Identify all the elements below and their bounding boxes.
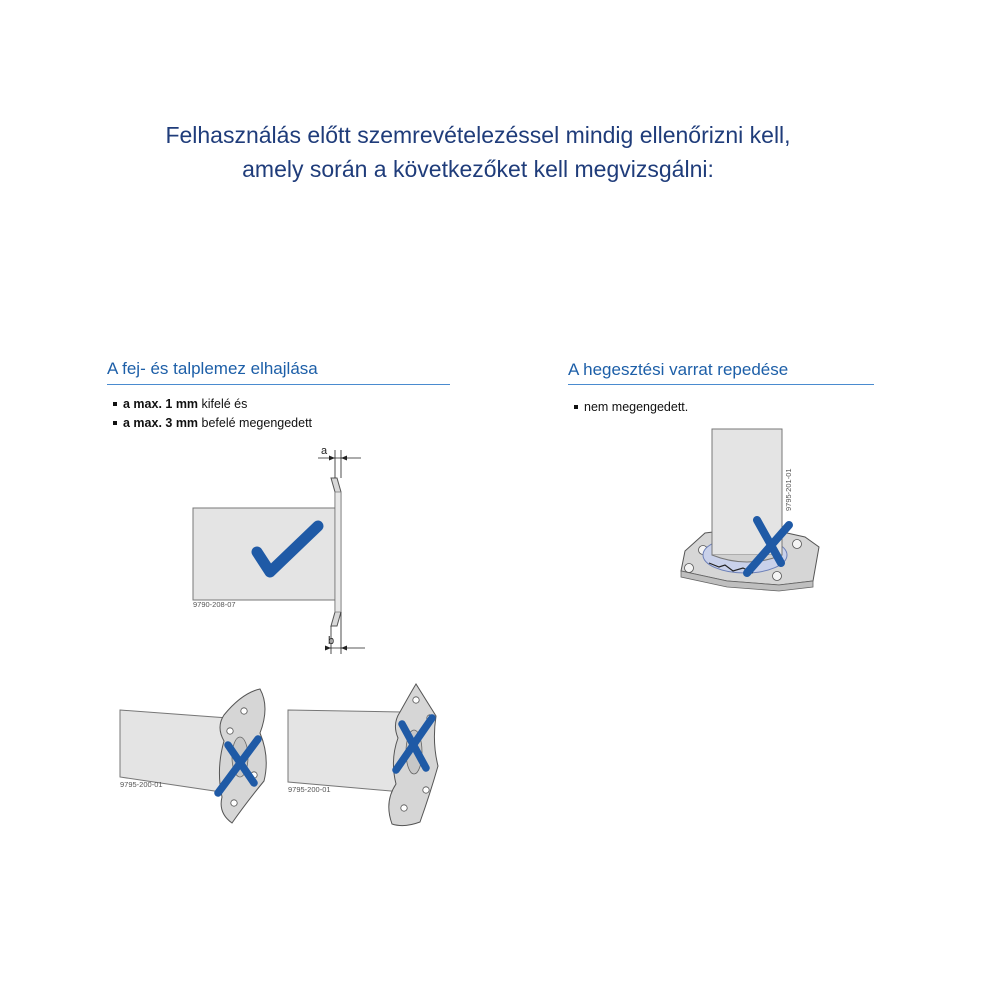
weld-crack-bullets — [573, 398, 688, 417]
bolt-hole — [401, 805, 407, 811]
plate-deflection-figure — [185, 440, 375, 660]
dim-b-arrow — [341, 646, 347, 651]
bolt-hole — [241, 708, 247, 714]
intro-heading-line-2: amely során a következőket kell megvizsgálni: — [242, 156, 714, 182]
plate-deflection-title: A fej- és talplemez elhajlása — [107, 359, 318, 378]
figure-code: 9795-200-01 — [120, 780, 163, 789]
bent-plate-figure-right — [286, 682, 451, 830]
intro-heading — [0, 118, 956, 186]
bolt-hole — [231, 800, 237, 806]
bullet-text: befelé megengedett — [198, 416, 313, 430]
bolt-hole — [773, 572, 782, 581]
bolt-hole — [227, 728, 233, 734]
bullet-item — [112, 395, 312, 414]
bullet-text: nem megengedett. — [584, 400, 689, 414]
plate-deflection-bullets — [112, 395, 312, 433]
dim-a-label: a — [321, 445, 328, 457]
dim-b-label: b — [328, 635, 335, 647]
end-plate-face — [335, 492, 341, 612]
plate-deflection-rule — [107, 384, 450, 385]
bolt-hole — [793, 540, 802, 549]
figure-code: 9790-208-07 — [193, 600, 236, 609]
figure-code: 9795-200-01 — [288, 785, 331, 794]
weld-crack-title: A hegesztési varrat repedése — [568, 360, 789, 379]
weld-crack-rule — [568, 384, 874, 385]
bullet-text: kifelé és — [198, 397, 248, 411]
bullet-item — [573, 398, 688, 417]
weld-crack-figure — [677, 425, 827, 590]
bullet-item — [112, 414, 312, 433]
bolt-hole — [685, 564, 694, 573]
dim-a-arrow — [341, 456, 347, 461]
bullet-bold: a max. 1 mm — [123, 397, 199, 411]
bent-plate-figure-left — [118, 685, 278, 830]
bullet-bold: a max. 3 mm — [123, 416, 199, 430]
tube-body — [712, 429, 782, 555]
tube-body — [288, 710, 402, 792]
bolt-hole — [423, 787, 429, 793]
dim-a-arrow — [329, 456, 335, 461]
bolt-hole — [413, 697, 419, 703]
intro-heading-line-1: Felhasználás előtt szemrevételezéssel mindig ellenőrizni kell, — [165, 122, 791, 148]
figure-code: 9795-201-01 — [784, 468, 793, 511]
